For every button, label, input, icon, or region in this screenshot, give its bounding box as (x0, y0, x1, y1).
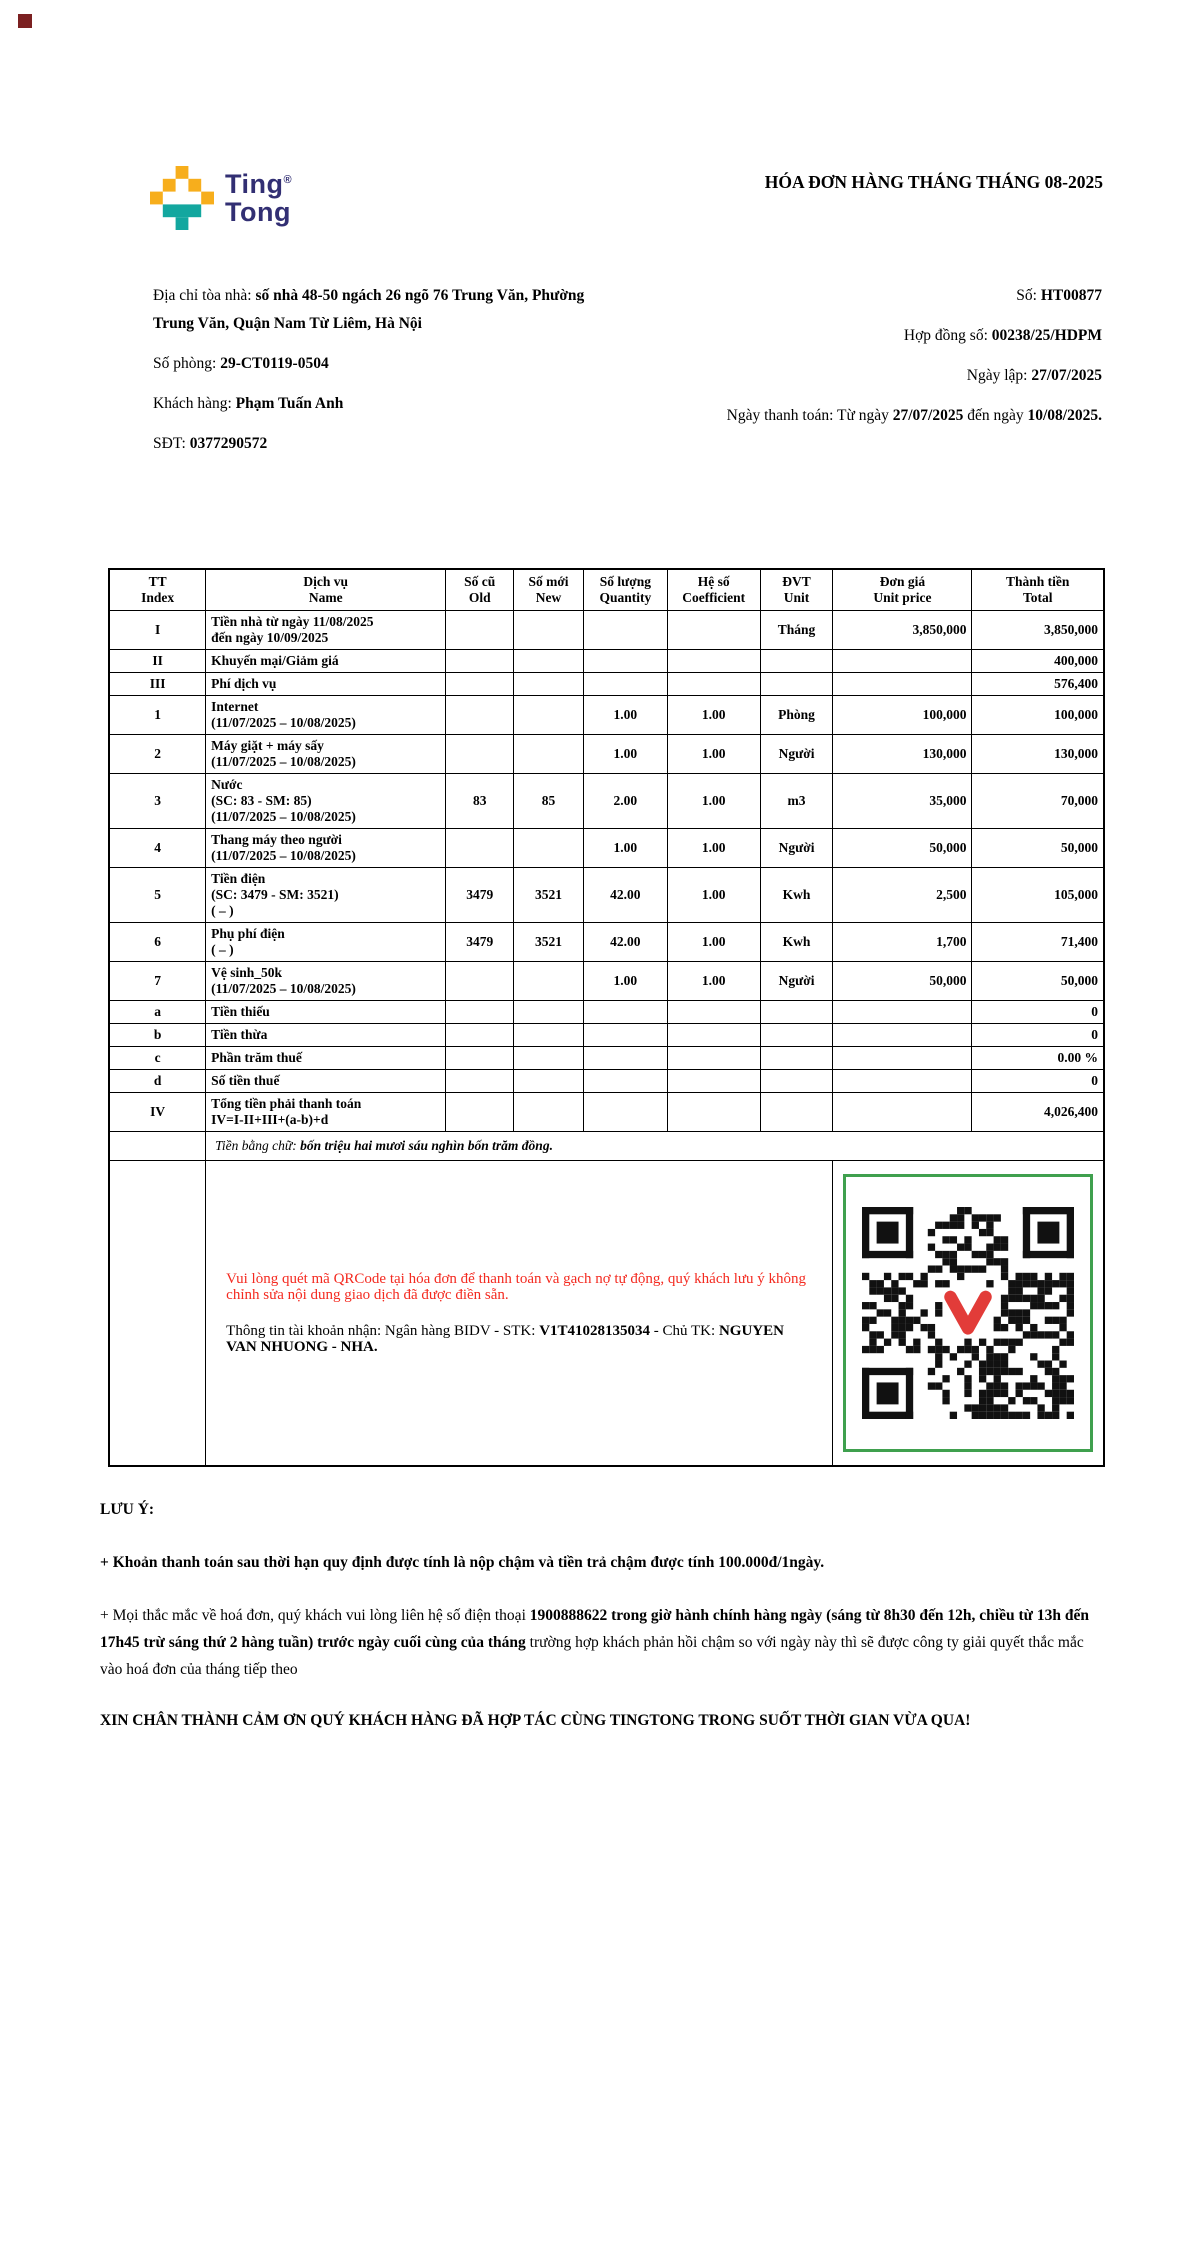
table-row (109, 1093, 1104, 1132)
cell-new: 3521 (514, 923, 584, 962)
cell-qty (583, 1047, 667, 1070)
table-row (109, 673, 1104, 696)
table-row (109, 829, 1104, 868)
room-number: Số phòng: 29-CT0119-0504 (153, 355, 329, 372)
column-header: Số lượng Quantity (583, 569, 667, 611)
cell-price: 100,000 (833, 696, 972, 735)
cell-coef (667, 650, 760, 673)
cell-old (446, 735, 514, 774)
cell-unit (760, 1047, 833, 1070)
column-header: Thành tiền Total (972, 569, 1104, 611)
cell-price: 35,000 (833, 774, 972, 829)
cell-total: 130,000 (972, 735, 1104, 774)
cell-new (514, 1070, 584, 1093)
page-title: HÓA ĐƠN HÀNG THÁNG THÁNG 08-2025 (764, 172, 1103, 192)
notice-title: LƯU Ý: (100, 1501, 155, 1518)
column-header: ĐVT Unit (760, 569, 833, 611)
cell-unit: Tháng (760, 611, 833, 650)
contract-number: Hợp đồng số: 00238/25/HDPM (903, 327, 1102, 344)
cell-price (833, 650, 972, 673)
cell-unit (760, 650, 833, 673)
service-name-cell: Khuyến mại/Giảm giá (206, 650, 446, 673)
cell-old (446, 1070, 514, 1093)
customer-name: Khách hàng: Phạm Tuấn Anh (153, 395, 344, 412)
table-row (109, 1024, 1104, 1047)
cell-coef: 1.00 (667, 696, 760, 735)
cell-new (514, 829, 584, 868)
cell-old: 3479 (446, 923, 514, 962)
table-row (109, 611, 1104, 650)
cell-unit: Người (760, 829, 833, 868)
qr-code (843, 1174, 1093, 1452)
cell-unit: Phòng (760, 696, 833, 735)
column-header: TT Index (109, 569, 206, 611)
payment-period: Ngày thanh toán: Từ ngày 27/07/2025 đến ngày 10/08/2025. (726, 407, 1102, 424)
cell-price: 130,000 (833, 735, 972, 774)
cell-coef (667, 611, 760, 650)
building-address: Địa chỉ tòa nhà: số nhà 48-50 ngách 26 ngõ 76 Trung Văn, Phường Trung Văn, Quận Nam Từ Liêm, Hà Nội (153, 287, 585, 332)
cell-qty: 1.00 (583, 735, 667, 774)
cell-unit (760, 1070, 833, 1093)
cell-new (514, 650, 584, 673)
cell-qty (583, 611, 667, 650)
qr-pattern (862, 1207, 1074, 1419)
cell-unit (760, 1093, 833, 1132)
tingtong-logo (150, 166, 292, 235)
cell-coef (667, 1047, 760, 1070)
cell-index: 3 (109, 774, 206, 829)
cell-qty: 2.00 (583, 774, 667, 829)
amount-in-words-row (109, 1132, 1104, 1161)
cell-qty: 1.00 (583, 829, 667, 868)
cell-index: 5 (109, 868, 206, 923)
cell-coef (667, 1070, 760, 1093)
table-row (109, 1070, 1104, 1093)
cell-coef: 1.00 (667, 829, 760, 868)
cell-total: 400,000 (972, 650, 1104, 673)
service-name-cell: Thang máy theo người (11/07/2025 – 10/08/2025) (206, 829, 446, 868)
invoice-info-left (153, 282, 625, 470)
service-name-cell: Tổng tiền phải thanh toán IV=I-II+III+(a-b)+d (206, 1093, 446, 1132)
cell-new: 85 (514, 774, 584, 829)
cell-price (833, 1001, 972, 1024)
cell-unit: Kwh (760, 868, 833, 923)
service-name-cell: Phần trăm thuế (206, 1047, 446, 1070)
column-header: Dịch vụ Name (206, 569, 446, 611)
table-row (109, 923, 1104, 962)
table-row (109, 735, 1104, 774)
cell-index: 6 (109, 923, 206, 962)
cell-price (833, 1093, 972, 1132)
invoice-number: Số: HT00877 (1016, 287, 1102, 304)
cell-total: 576,400 (972, 673, 1104, 696)
cell-index: II (109, 650, 206, 673)
qr-code-cell (833, 1161, 1104, 1467)
cell-qty: 1.00 (583, 962, 667, 1001)
cell-old (446, 962, 514, 1001)
cell-old: 83 (446, 774, 514, 829)
table-row (109, 774, 1104, 829)
invoice-info-right (667, 282, 1102, 442)
qr-payment-row (109, 1161, 1104, 1467)
cell-total: 0 (972, 1024, 1104, 1047)
service-name-cell: Tiền điện (SC: 3479 - SM: 3521) ( – ) (206, 868, 446, 923)
cell-total: 50,000 (972, 962, 1104, 1001)
cell-index: 2 (109, 735, 206, 774)
cell-total: 4,026,400 (972, 1093, 1104, 1132)
footer-notes (100, 1496, 1108, 1734)
late-payment-note: + Khoản thanh toán sau thời hạn quy định được tính là nộp chậm và tiền trả chậm được tính 100.000đ/1ngày. (100, 1554, 825, 1571)
cell-coef: 1.00 (667, 735, 760, 774)
cell-new (514, 696, 584, 735)
cell-index: c (109, 1047, 206, 1070)
cell-index: III (109, 673, 206, 696)
cell-coef: 1.00 (667, 923, 760, 962)
service-name-cell: Vệ sinh_50k (11/07/2025 – 10/08/2025) (206, 962, 446, 1001)
cell-index: 1 (109, 696, 206, 735)
cell-unit (760, 1001, 833, 1024)
cell-old (446, 829, 514, 868)
cell-total: 105,000 (972, 868, 1104, 923)
cell-old (446, 1024, 514, 1047)
column-header: Số mới New (514, 569, 584, 611)
invoice-table-head-row (109, 569, 1104, 611)
cell-coef: 1.00 (667, 774, 760, 829)
table-row (109, 1001, 1104, 1024)
cell-qty (583, 1024, 667, 1047)
service-name-cell: Tiền nhà từ ngày 11/08/2025 đến ngày 10/09/2025 (206, 611, 446, 650)
cell-index: 4 (109, 829, 206, 868)
bank-account-info: Thông tin tài khoản nhận: Ngân hàng BIDV - STK: V1T41028135034 - Chủ TK: NGUYEN VAN NHUONG - NHA. (226, 1323, 784, 1355)
corner-mark (18, 14, 32, 28)
contact-note: + Mọi thắc mắc về hoá đơn, quý khách vui lòng liên hệ số điện thoại 1900888622 trong giờ hành chính hàng ngày (sáng từ 8h30 đến 12h, chiều từ 13h đến 17h45 trừ sáng thứ 2 hàng tuần) trước ngày cuối cùng của tháng trường hợp khách phản hồi chậm so với ngày này thì sẽ được công ty giải quyết thắc mắc vào hoá đơn của tháng tiếp theo (100, 1607, 1089, 1678)
column-header: Đơn giá Unit price (833, 569, 972, 611)
cell-new (514, 611, 584, 650)
cell-unit: Người (760, 735, 833, 774)
service-name-cell: Tiền thiếu (206, 1001, 446, 1024)
cell-new (514, 735, 584, 774)
cell-total: 3,850,000 (972, 611, 1104, 650)
service-name-cell: Phí dịch vụ (206, 673, 446, 696)
service-name-cell: Nước (SC: 83 - SM: 85) (11/07/2025 – 10/08/2025) (206, 774, 446, 829)
cell-qty (583, 1001, 667, 1024)
cell-coef: 1.00 (667, 868, 760, 923)
cell-price: 50,000 (833, 962, 972, 1001)
cell-total: 71,400 (972, 923, 1104, 962)
cell-old (446, 1093, 514, 1132)
cell-qty: 42.00 (583, 923, 667, 962)
service-name-cell: Tiền thừa (206, 1024, 446, 1047)
service-name-cell: Máy giặt + máy sấy (11/07/2025 – 10/08/2025) (206, 735, 446, 774)
service-name-cell: Số tiền thuế (206, 1070, 446, 1093)
cell-new (514, 1047, 584, 1070)
cell-total: 100,000 (972, 696, 1104, 735)
cell-qty (583, 1070, 667, 1093)
invoice-table (108, 568, 1105, 1467)
cell-total: 0.00 % (972, 1047, 1104, 1070)
cell-unit: Người (760, 962, 833, 1001)
cell-price (833, 673, 972, 696)
cell-qty (583, 1093, 667, 1132)
cell-coef (667, 1093, 760, 1132)
cell-index: d (109, 1070, 206, 1093)
cell-price (833, 1070, 972, 1093)
cell-total: 50,000 (972, 829, 1104, 868)
table-row (109, 868, 1104, 923)
amount-in-words: Tiền bằng chữ: bốn triệu hai mươi sáu nghìn bốn trăm đồng. (206, 1132, 1104, 1161)
cell-new (514, 673, 584, 696)
cell-index: a (109, 1001, 206, 1024)
cell-price: 2,500 (833, 868, 972, 923)
logo-icon (150, 166, 214, 235)
cell-old (446, 1047, 514, 1070)
invoice-table-body (109, 611, 1104, 1132)
cell-total: 0 (972, 1070, 1104, 1093)
cell-old: 3479 (446, 868, 514, 923)
table-row (109, 650, 1104, 673)
service-name-cell: Internet (11/07/2025 – 10/08/2025) (206, 696, 446, 735)
cell-total: 70,000 (972, 774, 1104, 829)
table-row (109, 1047, 1104, 1070)
cell-index: I (109, 611, 206, 650)
cell-index: IV (109, 1093, 206, 1132)
payment-instructions (206, 1161, 833, 1467)
cell-qty: 1.00 (583, 696, 667, 735)
column-header: Hệ số Coefficient (667, 569, 760, 611)
cell-new (514, 962, 584, 1001)
cell-unit: m3 (760, 774, 833, 829)
cell-total: 0 (972, 1001, 1104, 1024)
cell-new (514, 1001, 584, 1024)
cell-unit: Kwh (760, 923, 833, 962)
cell-price (833, 1047, 972, 1070)
phone-number: SĐT: 0377290572 (153, 435, 268, 452)
issue-date: Ngày lập: 27/07/2025 (966, 367, 1102, 384)
cell-unit (760, 673, 833, 696)
cell-coef (667, 1001, 760, 1024)
cell-new: 3521 (514, 868, 584, 923)
table-row (109, 696, 1104, 735)
cell-index: b (109, 1024, 206, 1047)
cell-qty: 42.00 (583, 868, 667, 923)
cell-index: 7 (109, 962, 206, 1001)
cell-price: 50,000 (833, 829, 972, 868)
cell-unit (760, 1024, 833, 1047)
cell-coef: 1.00 (667, 962, 760, 1001)
service-name-cell: Phụ phí điện ( – ) (206, 923, 446, 962)
cell-old (446, 696, 514, 735)
cell-old (446, 673, 514, 696)
cell-qty (583, 673, 667, 696)
cell-price: 1,700 (833, 923, 972, 962)
cell-qty (583, 650, 667, 673)
cell-coef (667, 673, 760, 696)
thanks-note: XIN CHÂN THÀNH CẢM ƠN QUÝ KHÁCH HÀNG ĐÃ HỢP TÁC CÙNG TINGTONG TRONG SUỐT THỜI GIAN VỪA QUA! (100, 1712, 971, 1729)
logo-wordmark: Ting® Tong (225, 169, 293, 227)
cell-coef (667, 1024, 760, 1047)
cell-price: 3,850,000 (833, 611, 972, 650)
table-row (109, 962, 1104, 1001)
column-header: Số cũ Old (446, 569, 514, 611)
cell-old (446, 1001, 514, 1024)
cell-new (514, 1024, 584, 1047)
cell-old (446, 650, 514, 673)
qr-instruction-text: Vui lòng quét mã QRCode tại hóa đơn để thanh toán và gạch nợ tự động, quý khách lưu ý không chỉnh sửa nội dung giao dịch đã được điền sẵn. (226, 1271, 807, 1303)
cell-old (446, 611, 514, 650)
cell-price (833, 1024, 972, 1047)
cell-new (514, 1093, 584, 1132)
